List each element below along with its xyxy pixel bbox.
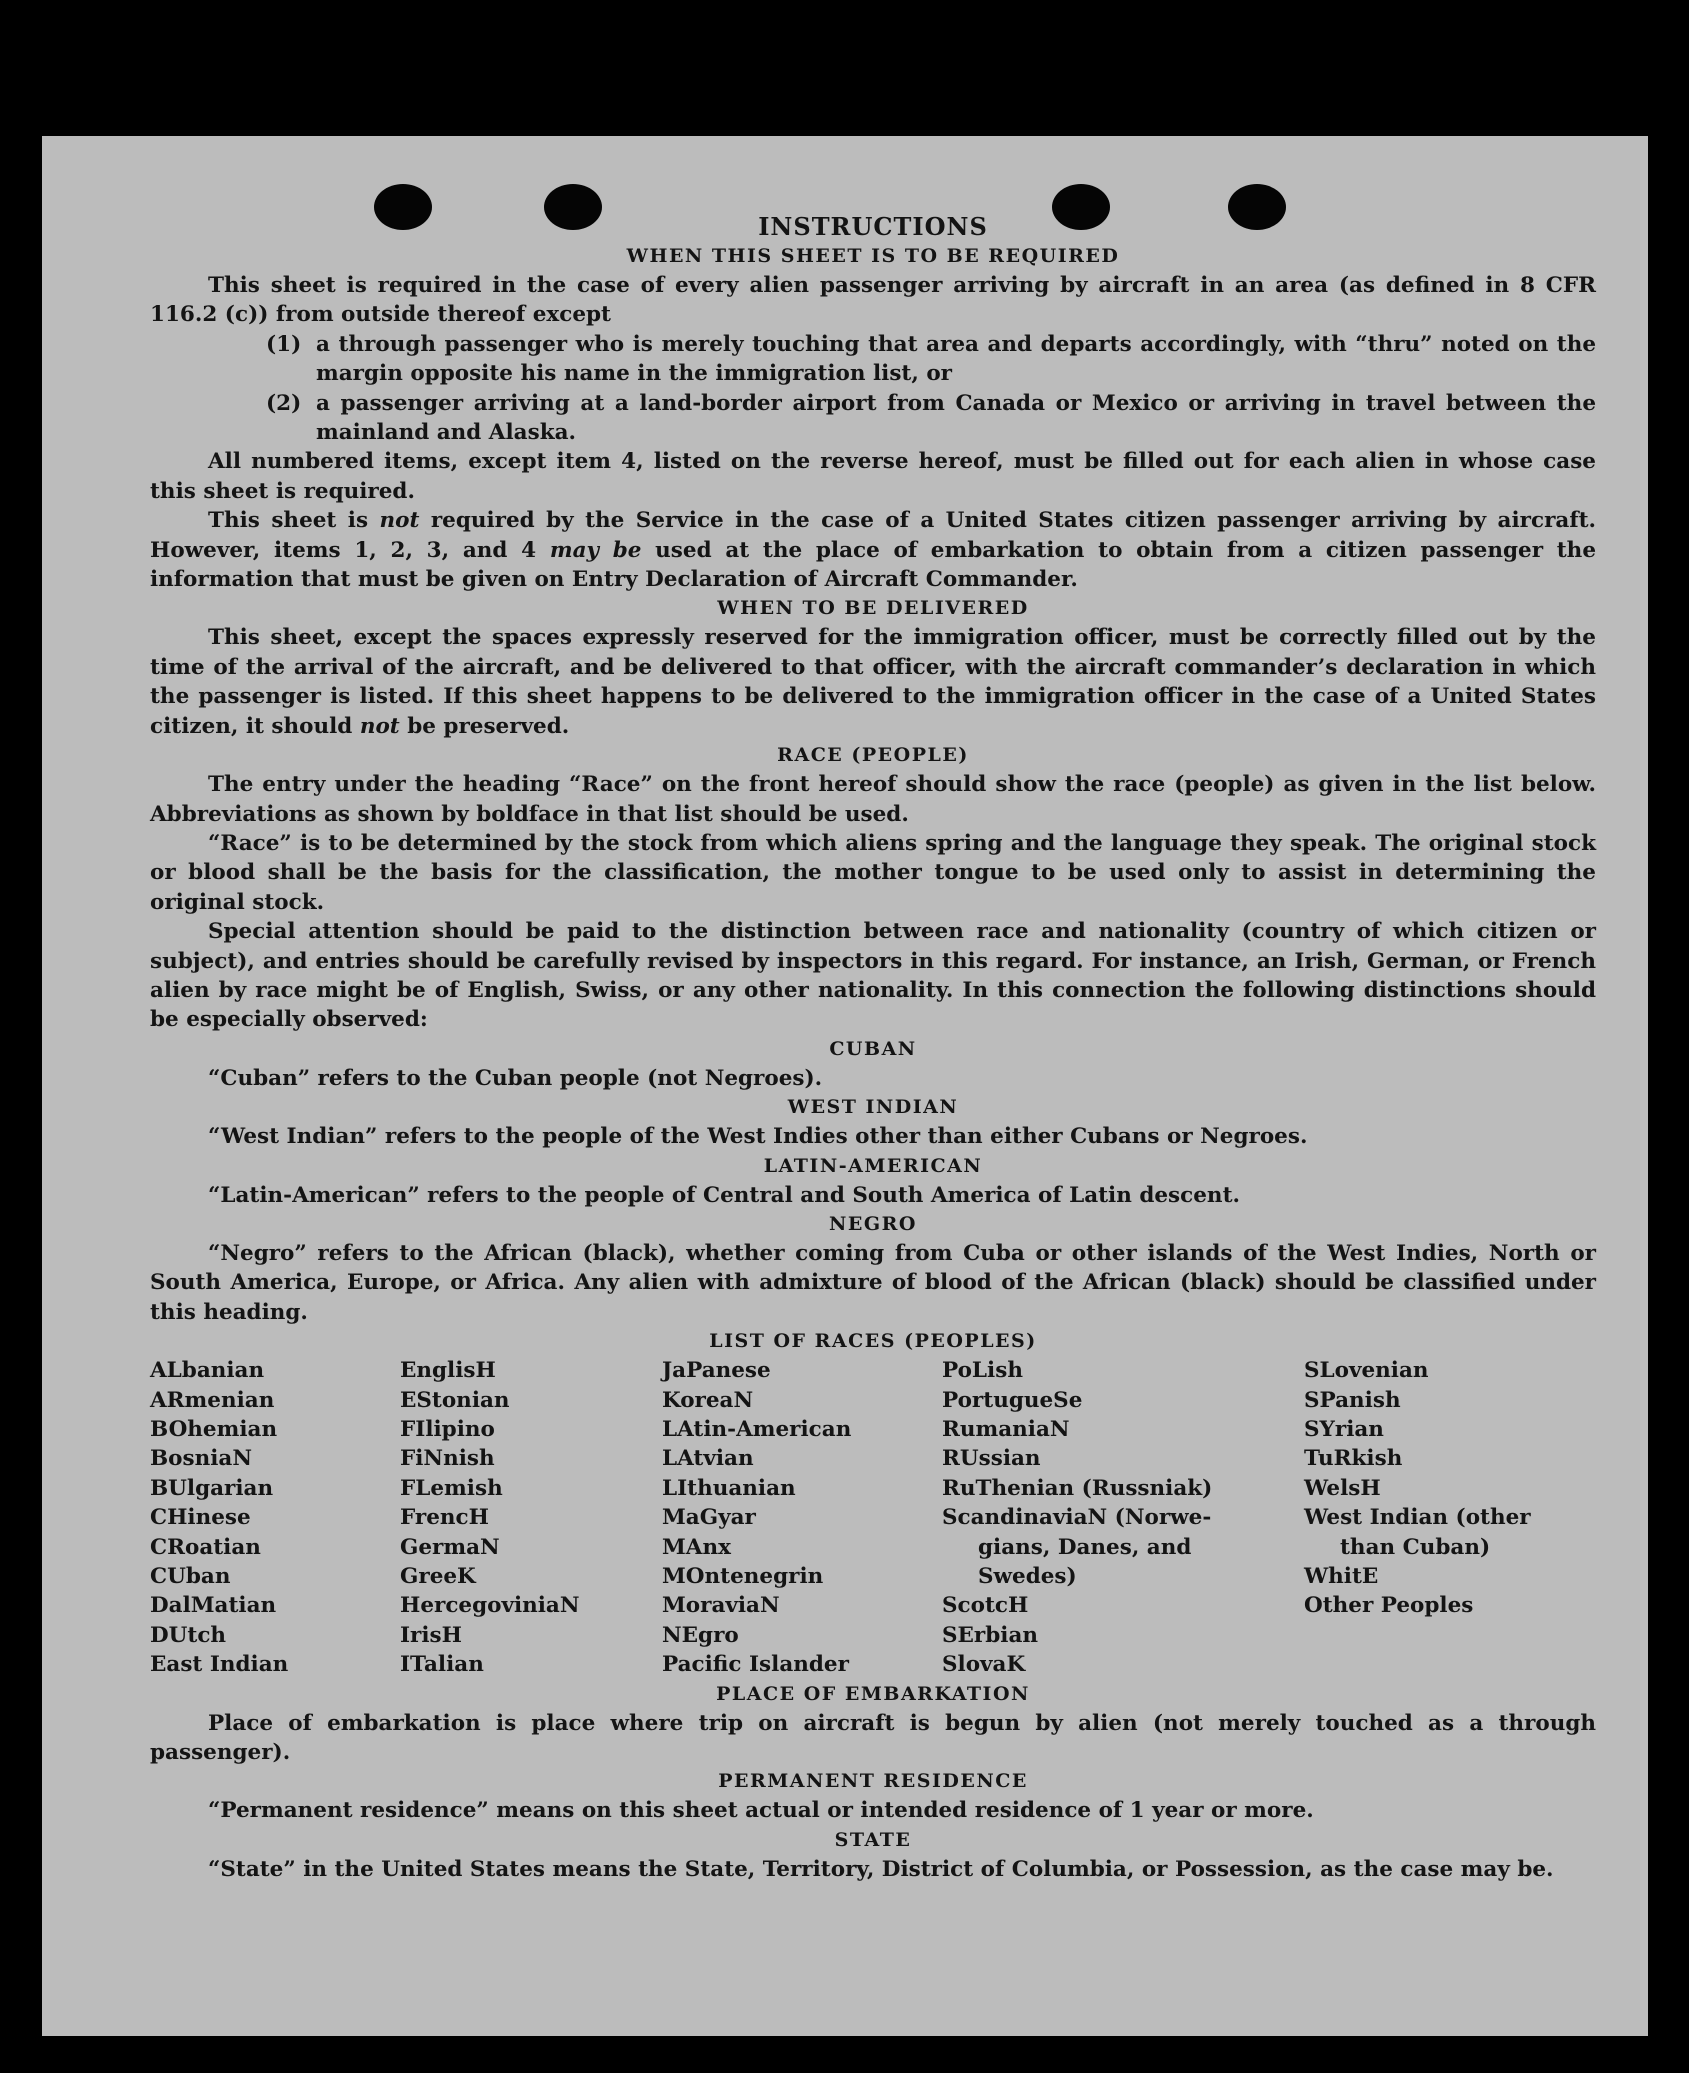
item-text: a passenger arriving at a land-border airport from Canada or Mexico or arriving in travel between the mainland and Alaska.	[316, 390, 1596, 446]
text-run: not	[359, 713, 400, 739]
heading-list-of-races: LIST OF RACES (PEOPLES)	[709, 1330, 1037, 1353]
paragraph-race-1: The entry under the heading “Race” on the front hereof should show the race (people) as given in the list below. Abbreviations as shown by boldface in that list should be used.	[150, 772, 1596, 827]
list-item: CRoatian	[150, 1534, 261, 1560]
list-item: IrisH	[400, 1622, 462, 1648]
list-item: LAtin-American	[662, 1417, 852, 1442]
list-item: SYrian	[1304, 1417, 1384, 1442]
list-item: TuRkish	[1304, 1446, 1403, 1472]
paragraph-embarkation: Place of embarkation is place where trip on aircraft is begun by alien (not merely touched as a through passenger).	[150, 1710, 1596, 1766]
races-column	[1304, 1356, 1594, 1679]
list-item: FrencH	[400, 1505, 489, 1531]
item-number: (1)	[266, 331, 302, 357]
list-item: EnglisH	[400, 1358, 496, 1384]
list-item: RuThenian (Russniak)	[942, 1475, 1213, 1501]
paragraph-citizen	[150, 506, 1596, 594]
list-item: CUban	[150, 1564, 231, 1590]
instructions-text	[150, 212, 1596, 1884]
list-item: NEgro	[662, 1622, 739, 1648]
list-item: CHinese	[150, 1505, 251, 1531]
heading-when-required: WHEN THIS SHEET IS TO BE REQUIRED	[626, 245, 1120, 267]
races-list	[150, 1356, 1596, 1679]
list-item: ITalian	[400, 1652, 484, 1678]
text-run: not	[379, 508, 420, 534]
paragraph-latin-american: “Latin-American” refers to the people of Central and South America of Latin descent.	[208, 1182, 1240, 1208]
list-item: BUlgarian	[150, 1475, 274, 1501]
text-run: required by the Service in the case of a United States citizen passenger arriving by aircraft. However, items 1, 2, 3, and 4	[150, 508, 1596, 563]
list-item: ScotcH	[942, 1593, 1029, 1619]
list-item: ScandinaviaN (Norwe-	[942, 1505, 1212, 1531]
paragraph-cuban: “Cuban” refers to the Cuban people (not Negroes).	[208, 1065, 823, 1091]
list-item: LAtvian	[662, 1446, 754, 1472]
text-run: This sheet is	[208, 508, 380, 534]
text-run: used at the place of embarkation to obtain from a citizen passenger the information that must be given on Entry Declaration of Aircraft Commander.	[150, 537, 1596, 593]
races-column	[942, 1356, 1304, 1679]
list-item: SlovaK	[942, 1652, 1026, 1678]
list-item: SErbian	[942, 1622, 1039, 1648]
heading-west-indian: WEST INDIAN	[787, 1096, 959, 1119]
paragraph-residence: “Permanent residence” means on this sheet actual or intended residence of 1 year or more.	[208, 1798, 1314, 1824]
list-item: DUtch	[150, 1622, 227, 1648]
text-run: be preserved.	[399, 713, 570, 739]
list-item: PortugueSe	[942, 1387, 1083, 1413]
list-item: West Indian (other	[1304, 1505, 1531, 1531]
heading-negro: NEGRO	[829, 1212, 917, 1235]
races-column	[400, 1356, 662, 1679]
paragraph-negro: “Negro” refers to the African (black), whether coming from Cuba or other islands of the West Indies, North or South America, Europe, or Africa. Any alien with admixture of blood of the African (black) should be classified under this heading.	[150, 1240, 1596, 1325]
list-item: RumaniaN	[942, 1417, 1070, 1442]
list-item: Swedes)	[978, 1564, 1077, 1590]
list-item: JaPanese	[662, 1358, 771, 1384]
page-title: INSTRUCTIONS	[758, 212, 988, 241]
list-item: MOntenegrin	[662, 1564, 824, 1590]
list-item: ARmenian	[150, 1387, 275, 1413]
list-item: LIthuanian	[662, 1475, 796, 1501]
list-item: ALbanian	[150, 1358, 265, 1384]
exception-item-2	[150, 389, 1596, 448]
paragraph-delivered	[150, 623, 1596, 741]
list-item: GermaN	[400, 1534, 500, 1560]
list-item: FiNnish	[400, 1446, 495, 1472]
list-item: BOhemian	[150, 1417, 278, 1442]
list-item: Other Peoples	[1304, 1593, 1474, 1619]
paragraph-race-2: “Race” is to be determined by the stock from which aliens spring and the language they speak. The original stock or blood shall be the basis for the classification, the mother tongue to be used only to assist in determining the original stock.	[150, 830, 1596, 915]
list-item: gians, Danes, and	[978, 1534, 1192, 1560]
list-item: MoraviaN	[662, 1593, 780, 1619]
list-item: FIlipino	[400, 1417, 495, 1442]
heading-latin-american: LATIN-AMERICAN	[763, 1154, 983, 1177]
exception-item-1	[150, 330, 1596, 389]
list-item: PoLish	[942, 1358, 1023, 1384]
list-item: BosniaN	[150, 1446, 252, 1472]
list-item: HercegoviniaN	[400, 1593, 580, 1619]
heading-embarkation: PLACE OF EMBARKATION	[716, 1682, 1030, 1705]
list-item: East Indian	[150, 1652, 289, 1678]
list-item: SLovenian	[1304, 1358, 1429, 1384]
heading-permanent-residence: PERMANENT RESIDENCE	[718, 1770, 1028, 1793]
paragraph-state: “State” in the United States means the State, Territory, District of Columbia, or Possession, as the case may be.	[208, 1856, 1554, 1882]
list-item: DalMatian	[150, 1593, 277, 1619]
list-item: GreeK	[400, 1564, 476, 1590]
text-run: This sheet, except the spaces expressly reserved for the immigration officer, must be correctly filled out by the time of the arrival of the aircraft, and be delivered to that officer, with the aircraft commander’s declaration in which the passenger is listed. If this sheet happens to be delivered to the immigration officer in the case of a United States citizen, it should	[150, 625, 1596, 739]
document-page	[42, 136, 1648, 2036]
list-item: MaGyar	[662, 1505, 756, 1531]
heading-state: STATE	[834, 1828, 912, 1851]
races-column	[150, 1356, 400, 1679]
list-item: than Cuban)	[1340, 1534, 1491, 1560]
races-column	[662, 1356, 942, 1679]
paragraph-west-indian: “West Indian” refers to the people of the West Indies other than either Cubans or Negroes.	[208, 1124, 1308, 1150]
list-item: EStonian	[400, 1387, 510, 1413]
paragraph-race-3: Special attention should be paid to the distinction between race and nationality (country of which citizen or subject), and entries should be carefully revised by inspectors in this regard. For instance, an Irish, German, or French alien by race might be of English, Swiss, or any other nationality. In this connection the following distinctions should be especially observed:	[150, 919, 1596, 1033]
item-number: (2)	[266, 390, 302, 416]
text-run: may be	[549, 537, 642, 563]
heading-race: RACE (PEOPLE)	[777, 744, 969, 767]
heading-when-delivered: WHEN TO BE DELIVERED	[717, 597, 1029, 620]
paragraph-numbered-items: All numbered items, except item 4, listed on the reverse hereof, must be filled out for each alien in whose case this sheet is required.	[150, 449, 1596, 504]
list-item: FLemish	[400, 1475, 503, 1501]
list-item: WelsH	[1304, 1475, 1381, 1501]
heading-cuban: CUBAN	[829, 1037, 917, 1060]
list-item: Pacific Islander	[662, 1652, 849, 1678]
list-item: KoreaN	[662, 1387, 754, 1413]
list-item: SPanish	[1304, 1387, 1401, 1413]
list-item: RUssian	[942, 1446, 1041, 1472]
paragraph-required: This sheet is required in the case of every alien passenger arriving by aircraft in an area (as defined in 8 CFR 116.2 (c)) from outside thereof except	[150, 273, 1596, 328]
list-item: WhitE	[1304, 1564, 1379, 1590]
item-text: a through passenger who is merely touching that area and departs accordingly, with “thru” noted on the margin opposite his name in the immigration list, or	[316, 331, 1596, 387]
list-item: MAnx	[662, 1534, 731, 1560]
